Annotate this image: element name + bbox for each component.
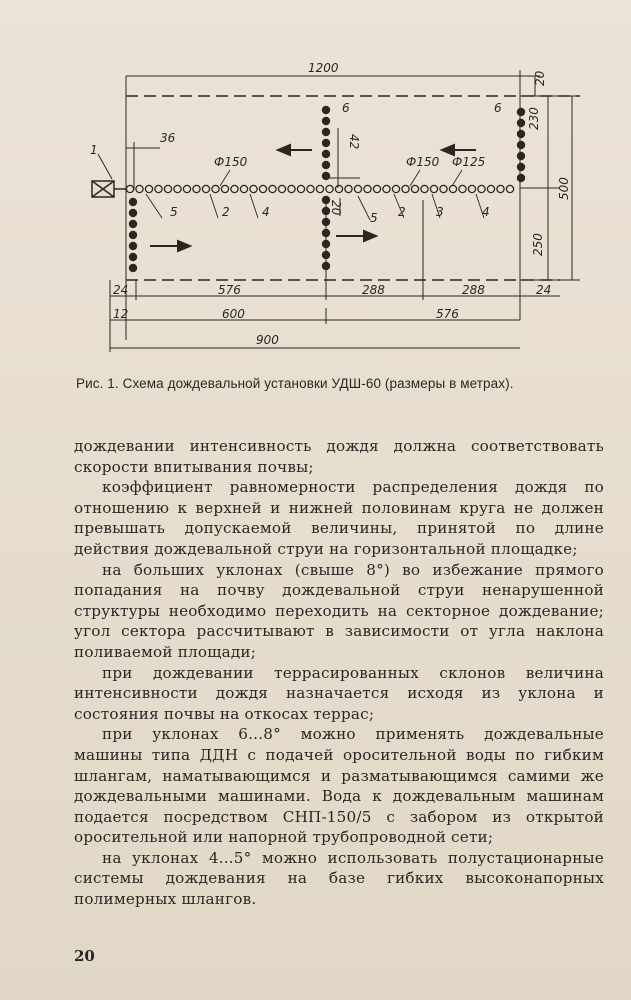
- sprinkler-node: [322, 128, 330, 136]
- sprinkler-node: [322, 240, 330, 248]
- pipe-link: [202, 185, 209, 192]
- dim-24-left: 24: [113, 283, 129, 297]
- part-label-4b: 4: [482, 205, 490, 219]
- pump-unit: [92, 154, 126, 197]
- pipe-link: [392, 185, 399, 192]
- paragraph: на уклонах 4...5° можно использовать полустационарные системы дождевания на базе гибких высоконапорных полимерных шлангов.: [74, 848, 604, 909]
- pipe-link: [212, 185, 219, 192]
- pipe-link: [288, 185, 295, 192]
- part-label-6a: 6: [342, 101, 350, 115]
- pipe-link: [468, 185, 475, 192]
- pipe-link: [478, 185, 485, 192]
- pipe-link: [174, 185, 181, 192]
- pipe-link: [316, 185, 323, 192]
- sprinkler-node: [517, 163, 525, 171]
- dim-230: 230: [527, 107, 541, 130]
- part-label-2a: 2: [222, 205, 230, 219]
- dim-288-b: 288: [462, 283, 485, 297]
- sprinkler-node: [322, 262, 330, 270]
- pipe-link: [269, 185, 276, 192]
- sprinkler-node: [517, 141, 525, 149]
- dim-36: 36: [160, 131, 176, 145]
- dim-d125: Ф125: [452, 155, 486, 169]
- sprinkler-node: [517, 119, 525, 127]
- sprinkler-node: [129, 209, 137, 217]
- sprinkler-node: [517, 108, 525, 116]
- paragraph: дождевании интенсивность дождя должна соответствовать скорости впитывания почвы;: [74, 437, 604, 476]
- sprinkler-node: [129, 198, 137, 206]
- sprinkler-node: [322, 218, 330, 226]
- pipe-link: [126, 185, 133, 192]
- body-text: [74, 436, 604, 910]
- pipe-link: [193, 185, 200, 192]
- sprinkler-node: [322, 139, 330, 147]
- pipe-link: [497, 185, 504, 192]
- main-pipeline: [126, 185, 513, 192]
- part-label-1: 1: [90, 143, 98, 157]
- paragraph: при уклонах 6...8° можно применять дождевальные машины типа ДДН с подачей оросительной воды по гибким шлангам, наматывающимся и разматывающимся самими же дождевальными машинами. Вода к дождевальным машинам подается посредством СНП-150/5 с забором из открытой оросительной или напорной трубопроводной сети;: [74, 725, 604, 847]
- paragraph: на больших уклонах (свыше 8°) во избежание прямого попадания на почву дождевальной струи ненарушенной структуры необходимо переходить на секторное дождевание; угол сектора рассчитывают в зависимости от угла наклона поливаемой площади;: [74, 560, 604, 661]
- sprinkler-node: [517, 174, 525, 182]
- pipe-link: [250, 185, 257, 192]
- sprinkler-node: [322, 117, 330, 125]
- sprinkler-node: [322, 150, 330, 158]
- sprinkler-node: [322, 196, 330, 204]
- sprinkler-node: [129, 253, 137, 261]
- dim-250: 250: [531, 233, 545, 256]
- part-label-4a: 4: [262, 205, 270, 219]
- dim-1200: 1200: [308, 61, 339, 75]
- dim-20-mid: 20: [329, 200, 343, 216]
- dim-24-right: 24: [536, 283, 552, 297]
- pipe-link: [145, 185, 152, 192]
- sprinkler-node: [322, 106, 330, 114]
- pipe-link: [354, 185, 361, 192]
- pipe-link: [164, 185, 171, 192]
- sprinkler-node: [322, 251, 330, 259]
- part-label-6b: 6: [494, 101, 502, 115]
- pipe-link: [297, 185, 304, 192]
- sprinkler-node: [322, 172, 330, 180]
- dim-d150-left: Ф150: [214, 155, 248, 169]
- paragraph: коэффициент равномерности распределения дождя по отношению к верхней и нижней половинам круга не должен превышать допускаемой величины, принятой по длине действия дождевальной струи на горизонтальной площадке;: [74, 478, 604, 558]
- pipe-link: [459, 185, 466, 192]
- pipe-link: [136, 185, 143, 192]
- sprinkler-node: [129, 242, 137, 250]
- pipe-link: [335, 185, 342, 192]
- pipe-link: [411, 185, 418, 192]
- part-label-3: 3: [436, 205, 444, 219]
- pipe-link: [221, 185, 228, 192]
- pipe-link: [155, 185, 162, 192]
- part-label-5b: 5: [370, 211, 378, 225]
- part-label-2b: 2: [398, 205, 406, 219]
- page-number: 20: [74, 947, 95, 965]
- sprinkler-node: [322, 229, 330, 237]
- dim-20-top: 20: [533, 70, 547, 86]
- sprinkler-node: [129, 264, 137, 272]
- pipe-link: [231, 185, 238, 192]
- dim-576-bottom: 576: [436, 307, 459, 321]
- pipe-link: [402, 185, 409, 192]
- pipe-link: [345, 185, 352, 192]
- sprinkler-node: [517, 152, 525, 160]
- dim-576-top: 576: [218, 283, 241, 297]
- pipe-link: [259, 185, 266, 192]
- sprinkler-node: [322, 207, 330, 215]
- pipe-link: [487, 185, 494, 192]
- sprinkler-node: [129, 231, 137, 239]
- dim-12: 12: [113, 307, 129, 321]
- pipe-link: [383, 185, 390, 192]
- pipe-link: [421, 185, 428, 192]
- pipe-link: [506, 185, 513, 192]
- pipe-link: [183, 185, 190, 192]
- pipe-link: [449, 185, 456, 192]
- irrigation-scheme-figure: [0, 50, 631, 370]
- pipe-link: [440, 185, 447, 192]
- dim-42: 42: [347, 134, 361, 150]
- part-label-5a: 5: [170, 205, 178, 219]
- pipe-link: [364, 185, 371, 192]
- dim-600: 600: [222, 307, 245, 321]
- pipe-link: [430, 185, 437, 192]
- pipe-link: [307, 185, 314, 192]
- dim-900: 900: [256, 333, 279, 347]
- sprinkler-node: [129, 220, 137, 228]
- figure-caption: Рис. 1. Схема дождевальной установки УДШ-60 (размеры в метрах).: [76, 376, 514, 391]
- pipe-link: [278, 185, 285, 192]
- sprinkler-node: [517, 130, 525, 138]
- dim-288-a: 288: [362, 283, 385, 297]
- pipe-link: [240, 185, 247, 192]
- pipe-link: [326, 185, 333, 192]
- pipe-link: [373, 185, 380, 192]
- sprinkler-node: [322, 161, 330, 169]
- dim-d150-right: Ф150: [406, 155, 440, 169]
- paragraph: при дождевании террасированных склонов величина интенсивности дождя назначается исходя из уклона и состояния почвы на откосах террас;: [74, 663, 604, 723]
- dim-500: 500: [557, 177, 571, 200]
